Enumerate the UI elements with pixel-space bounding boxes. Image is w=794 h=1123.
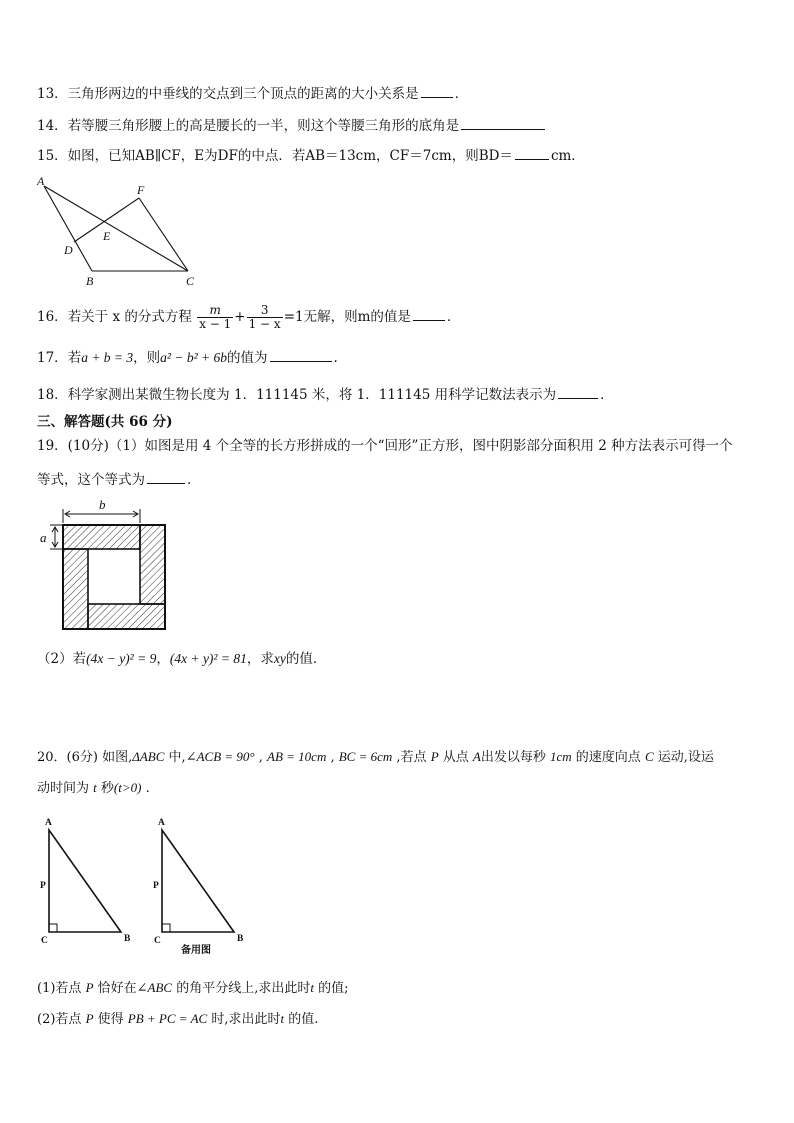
question-20-line2: 动时间为 t 秒(t>0) . (37, 780, 150, 796)
q13-end: ． (454, 86, 469, 102)
q19-line2-end: ． (187, 472, 201, 488)
q15-text: 如图，已知AB∥CF，E为DF的中点．若AB＝13cm，CF＝7cm，则BD＝ (67, 148, 513, 164)
q20-triangle-main (49, 830, 121, 932)
q19-part2-post: ，求 (246, 651, 274, 667)
question-19-line1: 19．(10分)（1）如图是用 4 个全等的长方形拼成的一个“回形”正方形，图中阴影部分面积用 2 种方法表示可得一个 (37, 438, 733, 454)
q13-number: 13． (37, 86, 68, 102)
q19-line2-text: 等式，这个等式为 (37, 472, 145, 488)
q17-condition: a + b = 3 (81, 350, 134, 365)
q20-backup-label-b: B (237, 934, 244, 944)
q20-main-label-p: P (40, 881, 46, 891)
q20-main-label-b: B (124, 934, 131, 944)
q14-text: 若等腰三角形腰上的高是腰长的一半，则这个等腰三角形的底角是 (67, 118, 460, 134)
question-20-part1: (1)若点 P 恰好在∠ABC 的角平分线上,求出此时t 的值; (37, 980, 349, 996)
q16-number: 16． (37, 309, 68, 325)
q16-end: ． (446, 309, 461, 325)
q18-number: 18． (37, 387, 68, 403)
q18-end: ． (600, 387, 614, 403)
q19-label-a: a (40, 530, 47, 545)
q20-backup-label-p: P (153, 881, 159, 891)
q15-label-f: F (137, 183, 145, 197)
q18-text: 科学家测出某微生物长度为 1．111145 米，将 1．111145 用科学记数法表示为 (67, 387, 557, 403)
q20-triangle-backup (162, 830, 234, 932)
q19-part2-xy: xy (273, 651, 286, 666)
question-20-part2: (2)若点 P 使得 PB + PC = AC 时,求出此时t 的值. (37, 1011, 319, 1027)
q16-equals: =1 (283, 309, 304, 325)
q15-end: cm． (550, 148, 585, 164)
q19-part2-eq1: (4x − y)² = 9 (86, 651, 157, 666)
q15-label-d: D (64, 243, 73, 257)
q19-part2-pre: （2）若 (37, 651, 87, 667)
q15-label-e: E (103, 229, 111, 243)
q16-fraction-2: $\frac{3}{1 - x}$ (248, 303, 281, 331)
q17-number: 17． (37, 350, 68, 366)
q19-part2-eq2: (4x + y)² = 81 (169, 651, 247, 666)
q15-number: 15． (37, 148, 68, 164)
q19-part2-sep: ， (156, 651, 170, 667)
q16-post: 无解，则m的值是 (303, 309, 411, 325)
section-title: 三、解答题(共 66 分) (37, 414, 173, 430)
q19-part2-end: 的值． (285, 651, 327, 667)
q16-text: 若关于 x 的分式方程 (67, 309, 192, 325)
q17-post: 的值为 (227, 350, 268, 366)
q19-label-b: b (99, 497, 106, 512)
q20-backup-label-a: A (158, 818, 165, 828)
q17-expression: a² − b² + 6b (160, 350, 227, 365)
q20-backup-label-c: C (154, 936, 161, 946)
q15-label-a: A (37, 174, 45, 188)
q16-plus: + (234, 309, 246, 325)
q17-mid: ，则 (133, 350, 161, 366)
q20-main-label-a: A (45, 818, 52, 828)
q16-fraction-1: $\frac{m}{x - 1}$ (199, 303, 232, 331)
q20-backup-caption: 备用图 (181, 945, 211, 956)
q14-number: 14． (37, 118, 68, 134)
q13-text: 三角形两边的中垂线的交点到三个顶点的距离的大小关系是 (67, 86, 419, 102)
q17-end: . (333, 350, 338, 366)
q20-main-label-c: C (41, 936, 48, 946)
question-20-line1: 20．(6分) 如图,ΔABC 中,∠ACB = 90° , AB = 10cm , BC = 6cm ,若点 P 从点 A出发以每秒 1cm 的速度向点 C 运动,设运 (37, 749, 714, 765)
q17-pre: 若 (67, 350, 82, 366)
q15-label-c: C (186, 274, 195, 288)
q15-label-b: B (86, 274, 94, 288)
